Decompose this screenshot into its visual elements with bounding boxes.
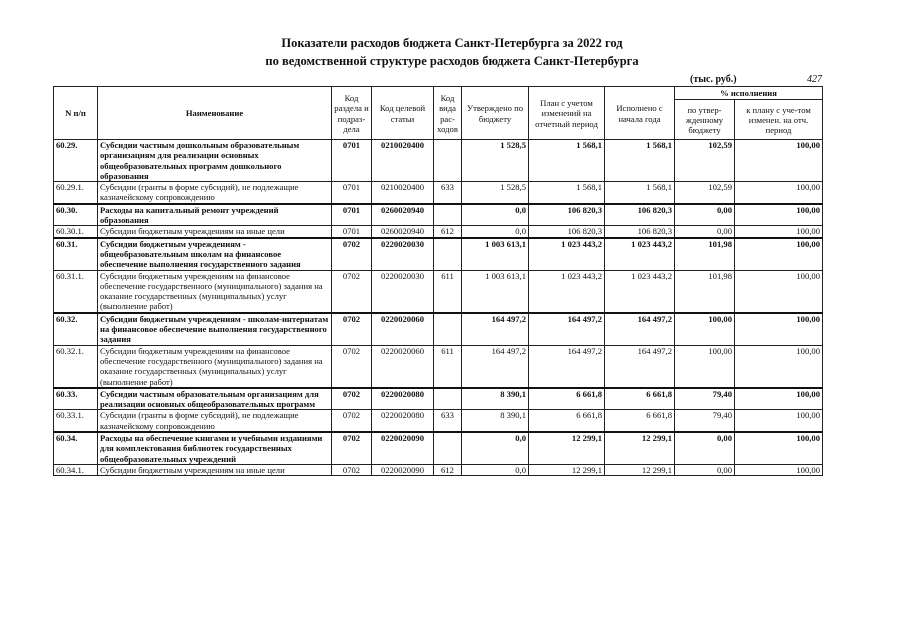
row-section-code: 0701 bbox=[332, 226, 372, 238]
row-number: 60.29. bbox=[54, 140, 98, 182]
row-approved: 164 497,2 bbox=[462, 313, 529, 345]
row-approved: 1 528,5 bbox=[462, 182, 529, 204]
row-target-code: 0210020400 bbox=[372, 182, 434, 204]
row-executed: 6 661,8 bbox=[605, 410, 675, 432]
row-name: Субсидии бюджетным учреждениям на финансовое обеспечение государственного (муниципального) задания на оказание государственных (муниципальных) услуг (выполнение работ) bbox=[98, 345, 332, 388]
table-row bbox=[54, 345, 823, 388]
row-plan: 12 299,1 bbox=[529, 464, 605, 475]
row-executed: 1 568,1 bbox=[605, 182, 675, 204]
row-name: Расходы на обеспечение книгами и учебными изданиями для комплектования библиотек государственных общеобразовательных учреждений bbox=[98, 432, 332, 464]
row-name: Субсидии частным дошкольным образовательным организациям для реализации основных общеобразовательных программ дошкольного образования bbox=[98, 140, 332, 182]
row-pct-approved: 0,00 bbox=[675, 204, 735, 226]
row-number: 60.29.1. bbox=[54, 182, 98, 204]
header-pct-approved: по утвер-жденному бюджету bbox=[675, 100, 735, 140]
row-target-code: 0220020090 bbox=[372, 432, 434, 464]
row-pct-plan: 100,00 bbox=[735, 313, 823, 345]
row-approved: 8 390,1 bbox=[462, 410, 529, 432]
row-target-code: 0210020400 bbox=[372, 140, 434, 182]
header-target: Код целевой статьи bbox=[372, 87, 434, 140]
row-approved: 1 528,5 bbox=[462, 140, 529, 182]
row-plan: 6 661,8 bbox=[529, 410, 605, 432]
header-section: Код раздела и подраз-дела bbox=[332, 87, 372, 140]
row-executed: 1 023 443,2 bbox=[605, 238, 675, 270]
row-kind-code: 612 bbox=[434, 464, 462, 475]
row-target-code: 0220020090 bbox=[372, 464, 434, 475]
row-plan: 164 497,2 bbox=[529, 345, 605, 388]
row-pct-plan: 100,00 bbox=[735, 410, 823, 432]
row-pct-plan: 100,00 bbox=[735, 345, 823, 388]
row-number: 60.34. bbox=[54, 432, 98, 464]
header-executed: Исполнено с начала года bbox=[605, 87, 675, 140]
row-name: Субсидии частным образовательным организациям для реализации основных общеобразовательных программ bbox=[98, 388, 332, 410]
row-target-code: 0260020940 bbox=[372, 204, 434, 226]
row-section-code: 0702 bbox=[332, 432, 372, 464]
row-section-code: 0702 bbox=[332, 388, 372, 410]
row-pct-approved: 101,98 bbox=[675, 270, 735, 313]
table-row bbox=[54, 226, 823, 238]
header-approved: Утверждено по бюджету bbox=[462, 87, 529, 140]
table-row bbox=[54, 410, 823, 432]
row-executed: 106 820,3 bbox=[605, 226, 675, 238]
row-kind-code bbox=[434, 204, 462, 226]
row-section-code: 0702 bbox=[332, 410, 372, 432]
row-kind-code bbox=[434, 313, 462, 345]
row-number: 60.30.1. bbox=[54, 226, 98, 238]
header-kind: Код вида рас-ходов bbox=[434, 87, 462, 140]
header-pct: % исполнения bbox=[675, 87, 823, 100]
row-name: Субсидии бюджетным учреждениям на иные цели bbox=[98, 226, 332, 238]
row-approved: 164 497,2 bbox=[462, 345, 529, 388]
row-kind-code bbox=[434, 388, 462, 410]
row-section-code: 0701 bbox=[332, 140, 372, 182]
header-name: Наименование bbox=[98, 87, 332, 140]
table-row bbox=[54, 140, 823, 182]
row-kind-code: 611 bbox=[434, 345, 462, 388]
row-pct-approved: 0,00 bbox=[675, 226, 735, 238]
row-name: Субсидии бюджетным учреждениям на иные цели bbox=[98, 464, 332, 475]
row-number: 60.31. bbox=[54, 238, 98, 270]
row-executed: 1 568,1 bbox=[605, 140, 675, 182]
table-row bbox=[54, 432, 823, 464]
page-subtitle: по ведомственной структуре расходов бюджета Санкт-Петербурга bbox=[265, 54, 639, 68]
row-number: 60.30. bbox=[54, 204, 98, 226]
row-pct-plan: 100,00 bbox=[735, 140, 823, 182]
page-number: 427 bbox=[807, 74, 822, 85]
row-plan: 1 023 443,2 bbox=[529, 270, 605, 313]
row-approved: 0,0 bbox=[462, 432, 529, 464]
row-target-code: 0220020080 bbox=[372, 388, 434, 410]
row-pct-approved: 102,59 bbox=[675, 182, 735, 204]
table-row bbox=[54, 313, 823, 345]
row-executed: 1 023 443,2 bbox=[605, 270, 675, 313]
row-pct-plan: 100,00 bbox=[735, 182, 823, 204]
row-name: Субсидии бюджетным учреждениям - школам-интернатам на финансовое обеспечение выполнения государственного задания bbox=[98, 313, 332, 345]
row-name: Субсидии (гранты в форме субсидий), не подлежащие казначейскому сопровождению bbox=[98, 182, 332, 204]
row-section-code: 0702 bbox=[332, 270, 372, 313]
row-plan: 106 820,3 bbox=[529, 204, 605, 226]
row-plan: 106 820,3 bbox=[529, 226, 605, 238]
row-section-code: 0701 bbox=[332, 182, 372, 204]
row-executed: 164 497,2 bbox=[605, 313, 675, 345]
row-pct-plan: 100,00 bbox=[735, 464, 823, 475]
row-executed: 6 661,8 bbox=[605, 388, 675, 410]
row-pct-approved: 0,00 bbox=[675, 432, 735, 464]
row-approved: 1 003 613,1 bbox=[462, 270, 529, 313]
row-approved: 1 003 613,1 bbox=[462, 238, 529, 270]
units-label: (тыс. руб.) bbox=[690, 74, 737, 85]
row-name: Субсидии (гранты в форме субсидий), не подлежащие казначейскому сопровождению bbox=[98, 410, 332, 432]
table-row bbox=[54, 204, 823, 226]
row-target-code: 0220020030 bbox=[372, 270, 434, 313]
row-pct-approved: 0,00 bbox=[675, 464, 735, 475]
table-row bbox=[54, 182, 823, 204]
row-number: 60.32.1. bbox=[54, 345, 98, 388]
row-section-code: 0702 bbox=[332, 345, 372, 388]
row-pct-approved: 79,40 bbox=[675, 410, 735, 432]
row-executed: 106 820,3 bbox=[605, 204, 675, 226]
row-section-code: 0702 bbox=[332, 464, 372, 475]
row-target-code: 0220020060 bbox=[372, 345, 434, 388]
row-section-code: 0702 bbox=[332, 238, 372, 270]
row-number: 60.31.1. bbox=[54, 270, 98, 313]
budget-table bbox=[53, 86, 823, 476]
table-row bbox=[54, 270, 823, 313]
row-pct-approved: 100,00 bbox=[675, 313, 735, 345]
header-num: N п/п bbox=[54, 87, 98, 140]
row-approved: 0,0 bbox=[462, 226, 529, 238]
row-pct-plan: 100,00 bbox=[735, 388, 823, 410]
row-name: Субсидии бюджетным учреждениям - общеобразовательным школам на финансовое обеспечение выполнения государственного задания bbox=[98, 238, 332, 270]
table-row bbox=[54, 388, 823, 410]
header-plan: План с учетом изменений на отчетный период bbox=[529, 87, 605, 140]
row-plan: 1 568,1 bbox=[529, 140, 605, 182]
row-executed: 12 299,1 bbox=[605, 464, 675, 475]
row-pct-approved: 79,40 bbox=[675, 388, 735, 410]
row-section-code: 0702 bbox=[332, 313, 372, 345]
row-section-code: 0701 bbox=[332, 204, 372, 226]
row-target-code: 0220020080 bbox=[372, 410, 434, 432]
header-pct-plan: к плану с уче-том изменен. на отч. период bbox=[735, 100, 823, 140]
row-approved: 0,0 bbox=[462, 204, 529, 226]
row-name: Субсидии бюджетным учреждениям на финансовое обеспечение государственного (муниципального) задания на оказание государственных (муниципальных) услуг (выполнение работ) bbox=[98, 270, 332, 313]
table-row bbox=[54, 238, 823, 270]
row-number: 60.32. bbox=[54, 313, 98, 345]
row-target-code: 0260020940 bbox=[372, 226, 434, 238]
row-pct-plan: 100,00 bbox=[735, 432, 823, 464]
row-plan: 1 568,1 bbox=[529, 182, 605, 204]
row-name: Расходы на капитальный ремонт учреждений образования bbox=[98, 204, 332, 226]
row-executed: 12 299,1 bbox=[605, 432, 675, 464]
row-plan: 164 497,2 bbox=[529, 313, 605, 345]
row-target-code: 0220020030 bbox=[372, 238, 434, 270]
row-approved: 0,0 bbox=[462, 464, 529, 475]
row-pct-approved: 100,00 bbox=[675, 345, 735, 388]
row-pct-plan: 100,00 bbox=[735, 226, 823, 238]
row-pct-plan: 100,00 bbox=[735, 270, 823, 313]
row-pct-plan: 100,00 bbox=[735, 238, 823, 270]
row-kind-code bbox=[434, 238, 462, 270]
row-executed: 164 497,2 bbox=[605, 345, 675, 388]
row-kind-code bbox=[434, 432, 462, 464]
row-kind-code: 612 bbox=[434, 226, 462, 238]
row-number: 60.33. bbox=[54, 388, 98, 410]
row-pct-approved: 101,98 bbox=[675, 238, 735, 270]
row-plan: 12 299,1 bbox=[529, 432, 605, 464]
row-target-code: 0220020060 bbox=[372, 313, 434, 345]
row-kind-code: 611 bbox=[434, 270, 462, 313]
row-kind-code bbox=[434, 140, 462, 182]
row-kind-code: 633 bbox=[434, 410, 462, 432]
row-plan: 6 661,8 bbox=[529, 388, 605, 410]
row-kind-code: 633 bbox=[434, 182, 462, 204]
row-approved: 8 390,1 bbox=[462, 388, 529, 410]
table-row bbox=[54, 464, 823, 475]
row-pct-plan: 100,00 bbox=[735, 204, 823, 226]
row-number: 60.33.1. bbox=[54, 410, 98, 432]
row-number: 60.34.1. bbox=[54, 464, 98, 475]
page-title: Показатели расходов бюджета Санкт-Петербурга за 2022 год bbox=[281, 36, 623, 50]
row-pct-approved: 102,59 bbox=[675, 140, 735, 182]
row-plan: 1 023 443,2 bbox=[529, 238, 605, 270]
